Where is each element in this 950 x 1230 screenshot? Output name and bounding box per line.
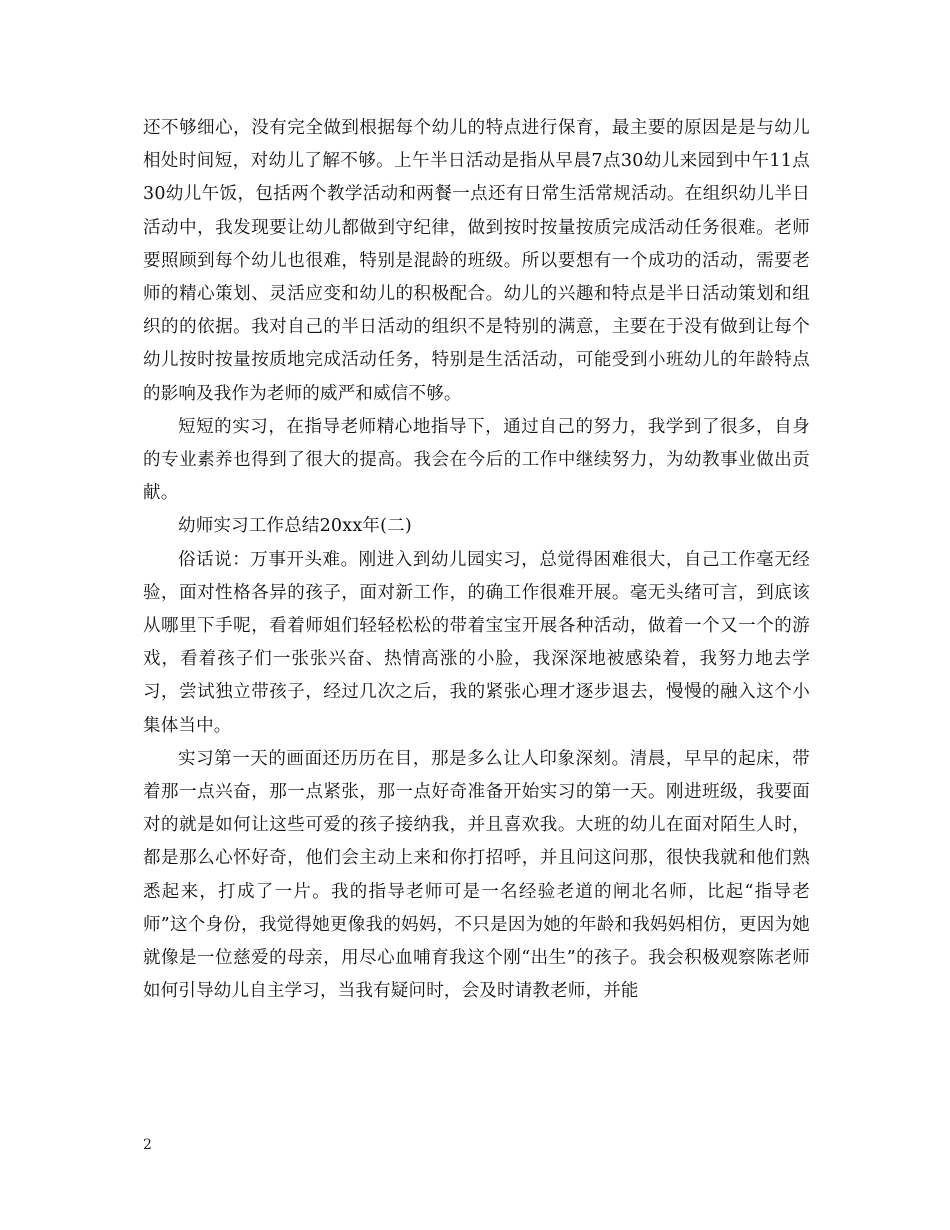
page-number: 2	[143, 1137, 152, 1153]
paragraph-continuation: 还不够细心，没有完全做到根据每个幼儿的特点进行保育，最主要的原因是是与幼儿相处时间短，对幼儿了解不够。上午半日活动是指从早晨7点30幼儿来园到中午11点30幼儿午饭，包括两个教学活动和两餐一点还有日常生活常规活动。在组织幼儿半日活动中，我发现要让幼儿都做到守纪律，做到按时按量按质完成活动任务很难。老师要照顾到每个幼儿也很难，特别是混龄的班级。所以要想有一个成功的活动，需要老师的精心策划、灵活应变和幼儿的积极配合。幼儿的兴趣和特点是半日活动策划和组织的的依据。我对自己的半日活动的组织不是特别的满意，主要在于没有做到让每个幼儿按时按量按质地完成活动任务，特别是生活活动，可能受到小班幼儿的年龄特点的影响及我作为老师的威严和威信不够。	[143, 118, 810, 404]
document-body	[143, 112, 810, 1008]
paragraph-first-day: 实习第一天的画面还历历在目，那是多么让人印象深刻。清晨，早早的起床，带着那一点兴奋，那一点紧张，那一点好奇准备开始实习的第一天。刚进班级，我要面对的就是如何让这些可爱的孩子接纳我，并且喜欢我。大班的幼儿在面对陌生人时，都是那么心怀好奇，他们会主动上来和你打招呼，并且问这问那，很快我就和他们熟悉起来，打成了一片。我的指导老师可是一名经验老道的闸北名师，比起“指导老师”这个身份，我觉得她更像我的妈妈，不只是因为她的年龄和我妈妈相仿，更因为她就像是一位慈爱的母亲，用尽心血哺育我这个刚“出生”的孩子。我会积极观察陈老师如何引导幼儿自主学习，当我有疑问时，会及时请教老师，并能	[143, 748, 810, 1002]
paragraph-intro: 俗话说：万事开头难。刚进入到幼儿园实习，总觉得困难很大，自己工作毫无经验，面对性格各异的孩子，面对新工作，的确工作很难开展。毫无头绪可言，到底该从哪里下手呢，看着师姐们轻轻松松的带着宝宝开展各种活动，做着一个又一个的游戏，看着孩子们一张张兴奋、热情高涨的小脸，我深深地被感染着，我努力地去学习，尝试独立带孩子，经过几次之后，我的紧张心理才逐步退去，慢慢的融入这个小集体当中。	[143, 549, 810, 736]
paragraph-conclusion: 短短的实习，在指导老师精心地指导下，通过自己的努力，我学到了很多，自身的专业素养也得到了很大的提高。我会在今后的工作中继续努力，为幼教事业做出贡献。	[143, 416, 810, 504]
section-heading: 幼师实习工作总结20xx年(二)	[178, 516, 412, 537]
